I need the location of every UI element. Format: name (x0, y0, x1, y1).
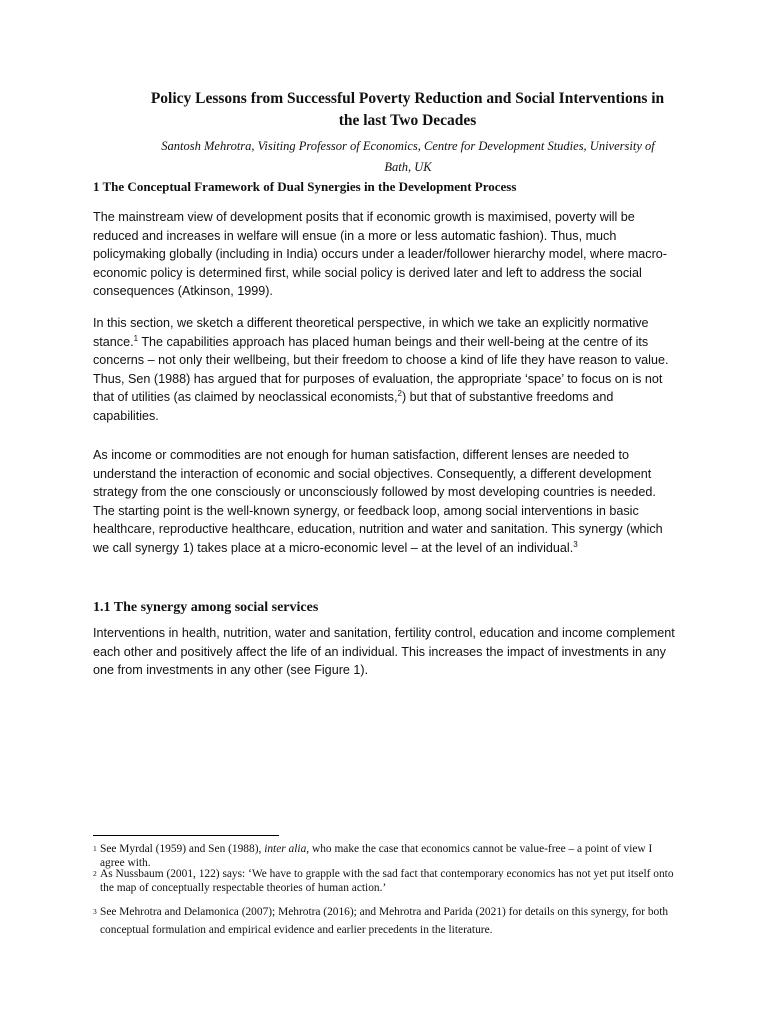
paragraph-3 (93, 446, 678, 558)
paragraph-2 (93, 314, 678, 426)
footnote-2-text: As Nussbaum (2001, 122) says: ‘We have to grapple with the sad fact that contemporary economics has not yet put itself onto the map of conceptually respectable theories of human action.’ (100, 868, 674, 894)
paragraph-3-text: As income or commodities are not enough for human satisfaction, different lenses are needed to understand the interaction of economic and social objectives. Consequently, a different development strategy from the one consciously or unconsciously followed by most developing countries is needed. The starting point is the well-known synergy, or feedback loop, among social interventions in basic healthcare, reproductive healthcare, education, nutrition and water and sanitation. This synergy (which we call synergy 1) takes place at a micro-economic level – at the level of an individual. (93, 448, 663, 555)
footnote-ref-1[interactable]: 1 (133, 333, 139, 343)
paragraph-2-text-a: In this section, we sketch a different theoretical perspective, in which we take an explicitly normative stance. (93, 316, 649, 349)
footnote-1-italic: inter alia (264, 843, 307, 855)
footnote-1-text-a: See Myrdal (1959) and Sen (1988), (100, 843, 265, 855)
footnote-3 (93, 904, 681, 939)
section-heading-1-1: 1.1 The synergy among social services (93, 600, 319, 615)
footnote-2 (93, 868, 681, 896)
footnote-3-number: 3 (93, 907, 97, 916)
footnote-ref-3[interactable]: 3 (573, 539, 578, 549)
paragraph-2-text-c: ) but that of substantive freedoms and capabilities. (93, 390, 614, 423)
footnote-1 (93, 843, 681, 871)
paragraph-1-text: The mainstream view of development posits that if economic growth is maximised, poverty will be reduced and increases in welfare will ensue (in a more or less automatic fashion). Thus, much policymaking globally (including in India) occurs under a leader/follower hierarchy model, where macro-economic policy is determined first, while social policy is derived later and left to address the social consequences (Atkinson, 1999). (93, 210, 667, 299)
footnote-3-text: See Mehrotra and Delamonica (2007); Mehrotra (2016); and Mehrotra and Parida (2021) for details on this synergy, for both conceptual formulation and empirical evidence and earlier precedents in the literature. (100, 906, 669, 936)
document-title: Policy Lessons from Successful Poverty Reduction and Social Interventions in the last Two Decades (150, 90, 665, 129)
footnote-1-number: 1 (93, 844, 97, 853)
footnote-1-text (100, 843, 675, 871)
paragraph-4-text: Interventions in health, nutrition, water and sanitation, fertility control, education and income complement each other and positively affect the life of an individual. This increases the impact of investments in any one from investments in any other (see Figure 1). (93, 626, 675, 678)
paragraph-1 (93, 208, 678, 301)
footnote-1-text-b: , who make the case that economics cannot be value-free – a point of view I agree with. (100, 843, 653, 869)
author-affiliation: Santosh Mehrotra, Visiting Professor of Economics, Centre for Development Studies, University of Bath, UK (161, 139, 655, 174)
footnote-separator (93, 835, 279, 836)
footnote-2-number: 2 (93, 869, 97, 878)
paragraph-4 (93, 624, 678, 680)
footnote-ref-2[interactable]: 2 (397, 389, 402, 399)
paragraph-2-text-b: The capabilities approach has placed human beings and their well-being at the centre of its concerns – not only their wellbeing, but their freedom to choose a kind of life they have reason to value. Thus, Sen (1988) has argued that for purposes of evaluation, the appropriate ‘space’ to focus on is not that of utilities (as claimed by neoclassical economists, (93, 334, 669, 405)
section-heading-1: 1 The Conceptual Framework of Dual Synergies in the Development Process (93, 179, 517, 194)
